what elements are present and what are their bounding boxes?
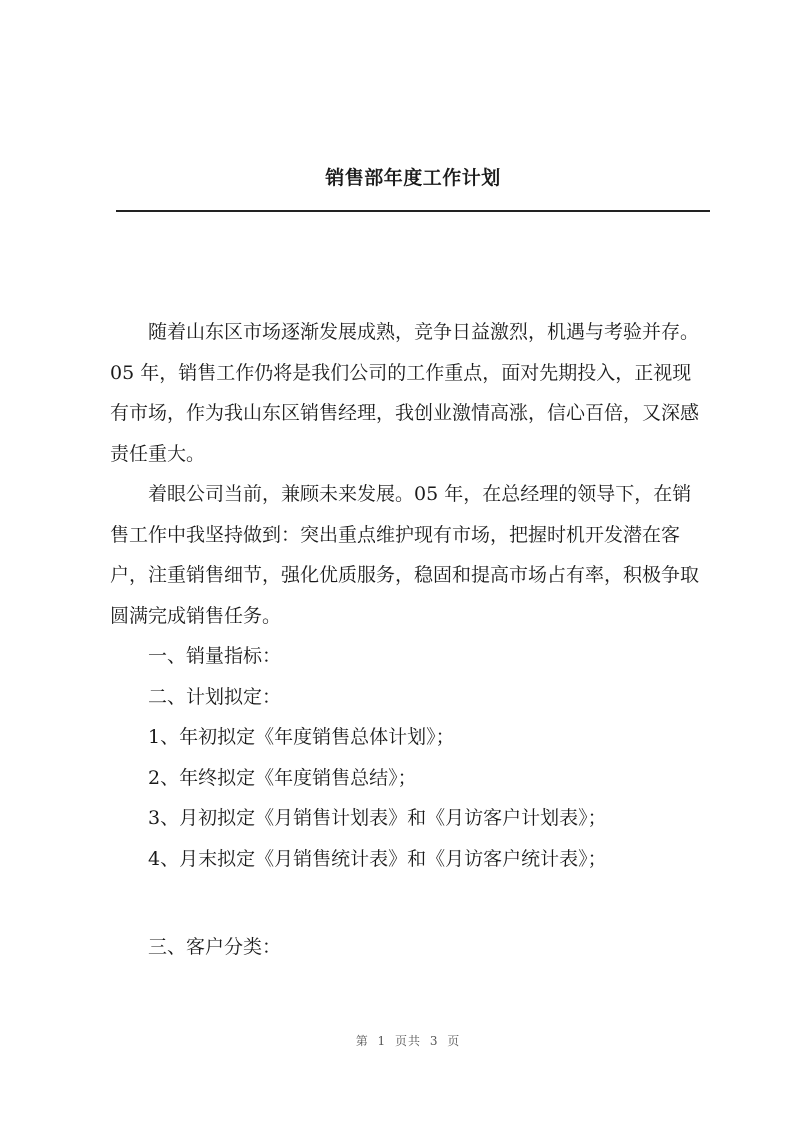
page-footer: 第 1 页共 3 页 <box>355 1034 461 1048</box>
plan-item-1: 1、年初拟定《年度销售总体计划》； <box>148 726 455 748</box>
document-title: 销售部年度工作计划 <box>325 167 501 189</box>
plan-item-4: 4、月末拟定《月销售统计表》和《月访客户统计表》； <box>148 847 607 870</box>
plan-heading: 二、计划拟定： <box>148 685 282 708</box>
title-underline <box>116 210 710 212</box>
plan-item-3: 3、月初拟定《月销售计划表》和《月访客户计划表》； <box>148 807 607 829</box>
customer-category-heading: 三、客户分类： <box>148 936 282 958</box>
plan-item-2: 2、年终拟定《年度销售总结》； <box>148 766 417 789</box>
paragraph-intro: 随着山东区市场逐渐发展成熟，竞争日益激烈，机遇与考验并存。05 年，销售工作仍将是我们公司的工作重点，面对先期投入，正视现有市场，作为我山东区销售经理，我创业激情高涨，信心百倍，又深感责任重大。 <box>110 321 700 465</box>
sales-target-heading: 一、销量指标： <box>148 645 282 667</box>
document-body <box>110 312 710 968</box>
paragraph-focus: 着眼公司当前，兼顾未来发展。05 年，在总经理的领导下，在销售工作中我坚持做到：突出重点维护现有市场，把握时机开发潜在客户，注重销售细节，强化优质服务，稳固和提高市场占有率，积极争取圆满完成销售任务。 <box>110 483 700 627</box>
